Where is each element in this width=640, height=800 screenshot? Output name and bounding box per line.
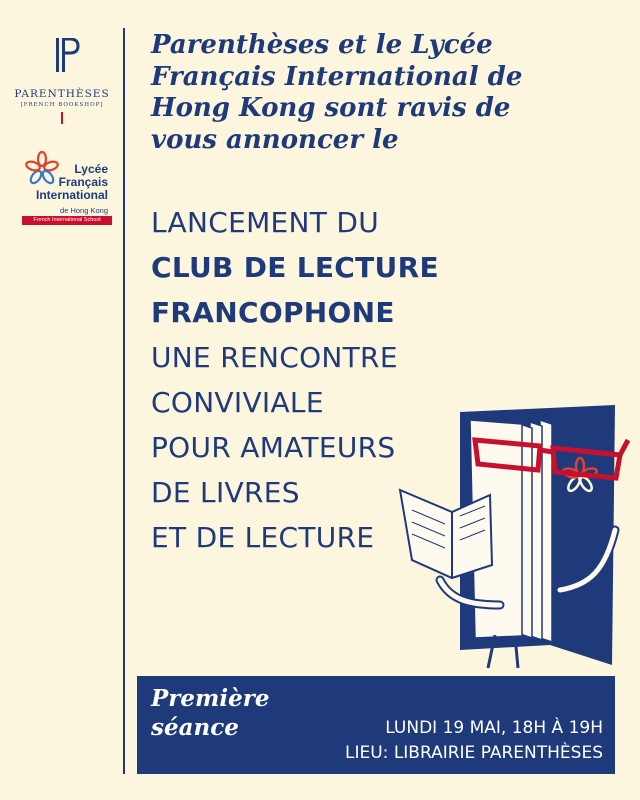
lycee-name-line4: de Hong Kong: [60, 206, 108, 215]
first-session-line: séance: [151, 714, 239, 741]
lycee-name-line3: International: [35, 188, 108, 202]
book-reader-illustration: [390, 400, 630, 670]
vertical-divider: [123, 28, 125, 774]
lycee-name-line2: Français: [58, 175, 108, 189]
event-info: [345, 716, 603, 766]
headline-line: Français International de: [151, 61, 523, 92]
announcement-line: UNE RENCONTRE: [151, 341, 398, 374]
announcement-line: DE LIVRES: [151, 476, 300, 509]
first-session-line: Première: [151, 685, 270, 712]
parentheses-accent: [61, 112, 63, 124]
event-details-band: [137, 676, 615, 774]
event-date: LUNDI 19 MAI, 18H À 19H: [385, 718, 603, 738]
parentheses-logo-icon: [52, 38, 80, 72]
announcement-line: ET DE LECTURE: [151, 521, 375, 554]
headline-line: Parenthèses et le Lycée: [151, 30, 493, 60]
announcement-line: LANCEMENT DU: [151, 206, 380, 239]
first-session-label: [151, 684, 270, 742]
event-location: LIEU: LIBRAIRIE PARENTHÈSES: [345, 743, 603, 763]
announcement-line: CONVIVIALE: [151, 386, 324, 419]
parentheses-subtitle: [FRENCH BOOKSHOP]: [20, 102, 104, 108]
parentheses-name: PARENTHÈSES: [14, 88, 110, 100]
lycee-subtitle-bar: French International School: [22, 216, 112, 225]
club-name-line: CLUB DE LECTURE: [151, 251, 439, 284]
club-name-line: FRANCOPHONE: [151, 296, 395, 329]
headline-line: Hong Kong sont ravis de: [151, 93, 511, 123]
headline-line: vous annoncer le: [151, 124, 399, 155]
lycee-name-line1: Lycée: [74, 162, 108, 176]
announcement-line: POUR AMATEURS: [151, 431, 396, 464]
headline: [151, 30, 621, 156]
